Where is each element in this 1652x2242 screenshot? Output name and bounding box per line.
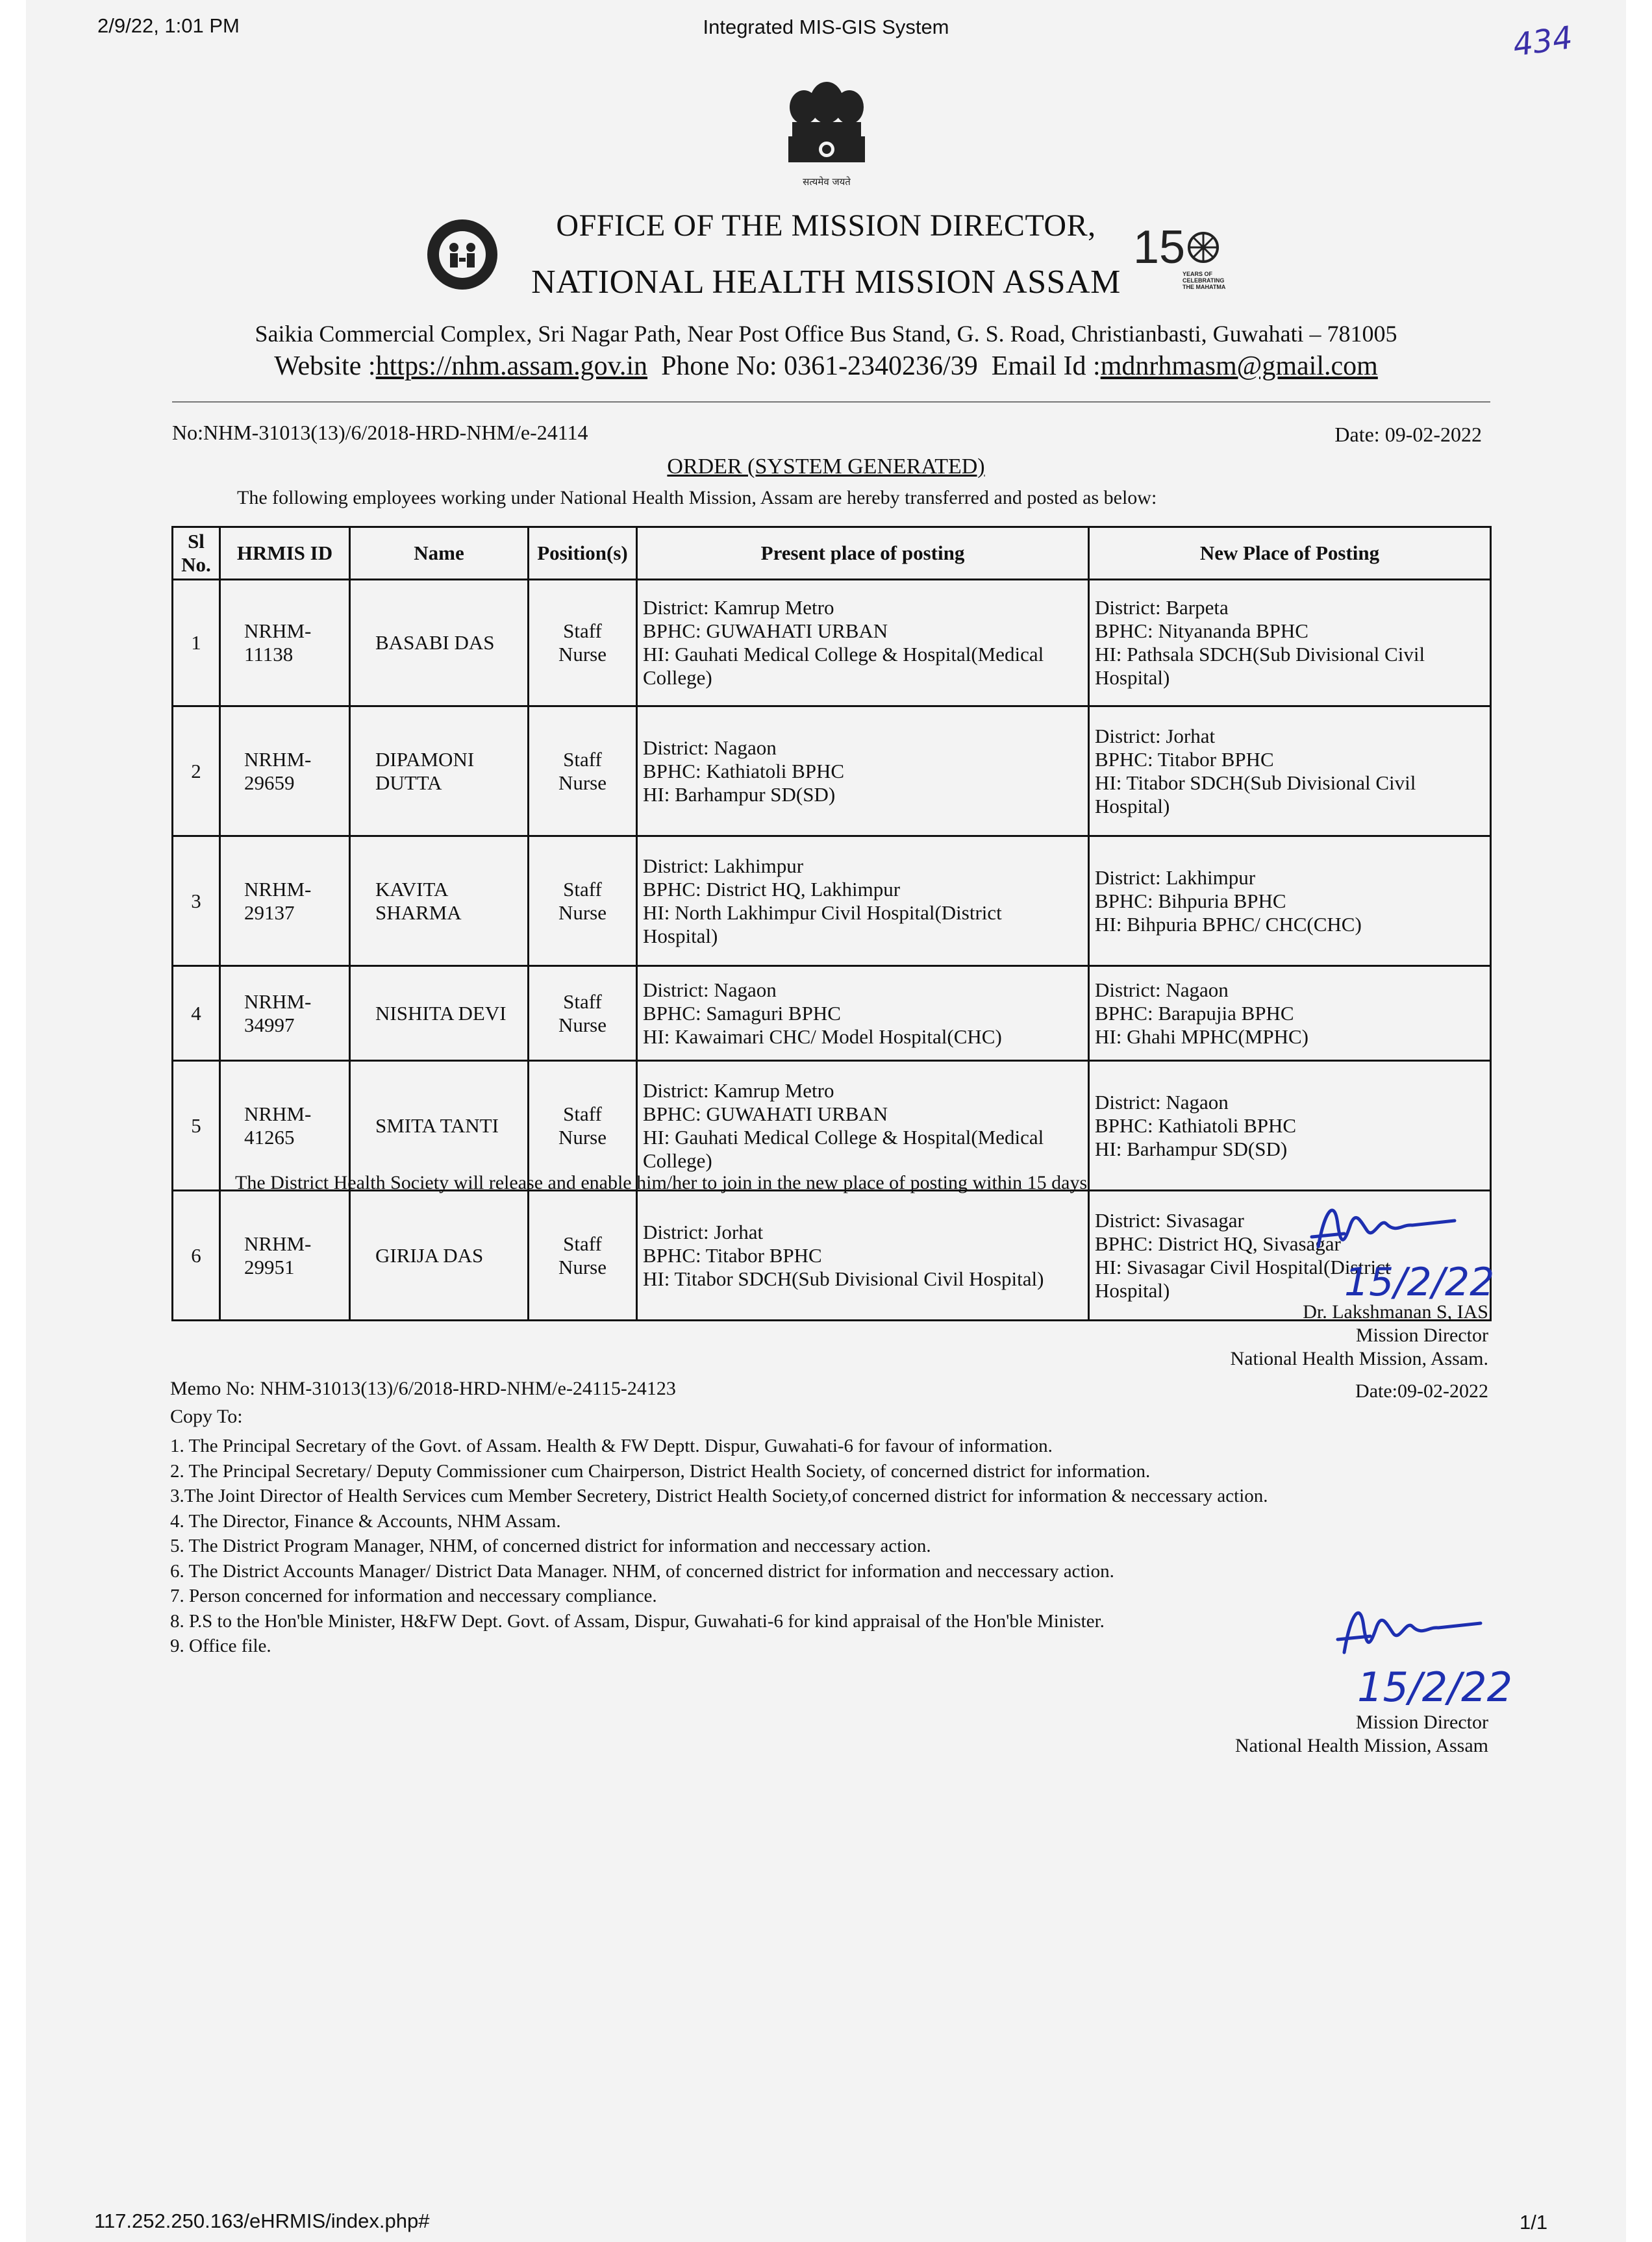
cell-hrmis-id: NRHM- 11138 [220,580,350,706]
cell-position: Staff Nurse [529,836,637,966]
cell-position: Staff Nurse [529,706,637,836]
header-hrmis-id: HRMIS ID [220,527,350,580]
signatory-2-org: National Health Mission, Assam [1235,1735,1488,1756]
table-row [173,836,1491,966]
signatory-2-block [1235,1711,1488,1758]
signature-2-date: 15/2/22 [1357,1663,1513,1711]
cell-sl-no: 3 [173,836,220,966]
signatory-1-org: National Health Mission, Assam. [1230,1348,1488,1369]
list-item: 9. Office file. [170,1636,271,1656]
release-note: The District Health Society will release and enable him/her to join in the new place of posting within 15 days [235,1172,1088,1193]
signatory-1-name: Dr. Lakshmanan S, IAS [1303,1301,1488,1323]
order-intro: The following employees working under National Health Mission, Assam are hereby transferred and posted as below: [237,487,1157,508]
cell-new-posting: District: Nagaon BPHC: Barapujia BPHC HI: Ghahi MPHC(MPHC) [1089,966,1491,1061]
cell-new-posting: District: Sivasagar BPHC: District HQ, Sivasagar HI: Sivasagar Civil Hospital(District Hospital) [1089,1191,1491,1321]
letterhead-address: Saikia Commercial Complex, Sri Nagar Path, Near Post Office Bus Stand, G. S. Road, Christianbasti, Guwahati – 781005 [255,321,1397,347]
cell-present-posting: District: Nagaon BPHC: Samaguri BPHC HI: Kawaimari CHC/ Model Hospital(CHC) [637,966,1089,1061]
email-link[interactable]: mdnrhmasm@gmail.com [1100,351,1378,381]
signatory-1-block [1231,1301,1488,1371]
cell-position: Staff Nurse [529,1061,637,1191]
transfer-table [171,526,1495,1321]
letterhead-organization: NATIONAL HEALTH MISSION ASSAM [531,264,1121,301]
cell-name: NISHITA DEVI [350,966,529,1061]
cell-present-posting: District: Kamrup Metro BPHC: GUWAHATI URBAN HI: Gauhati Medical College & Hospital(Medical College) [637,580,1089,706]
header-position: Position(s) [529,527,637,580]
cell-present-posting: District: Kamrup Metro BPHC: GUWAHATI URBAN HI: Gauhati Medical College & Hospital(Medical College) [637,1061,1089,1191]
signature-1-handwritten [1305,1185,1513,1308]
cell-new-posting: District: Barpeta BPHC: Nityananda BPHC HI: Pathsala SDCH(Sub Divisional Civil Hospital) [1089,580,1491,706]
cell-name: BASABI DAS [350,580,529,706]
handwritten-page-number: 434 [1510,19,1575,64]
list-item: 7. Person concerned for information and neccessary compliance. [170,1586,657,1606]
list-item: 5. The District Program Manager, NHM, of concerned district for information and neccessary action. [170,1536,931,1556]
cell-hrmis-id: NRHM- 29951 [220,1191,350,1321]
table-row [173,966,1491,1061]
cell-new-posting: District: Nagaon BPHC: Kathiatoli BPHC HI: Barhampur SD(SD) [1089,1061,1491,1191]
cell-hrmis-id: NRHM- 41265 [220,1061,350,1191]
letterhead-office: OFFICE OF THE MISSION DIRECTOR, [556,208,1096,243]
header-name: Name [350,527,529,580]
cell-hrmis-id: NRHM- 29137 [220,836,350,966]
cell-present-posting: District: Jorhat BPHC: Titabor BPHC HI: Titabor SDCH(Sub Divisional Civil Hospital) [637,1191,1089,1321]
print-footer-url: 117.252.250.163/eHRMIS/index.php# [94,2210,430,2232]
cell-present-posting: District: Lakhimpur BPHC: District HQ, Lakhimpur HI: North Lakhimpur Civil Hospital(District Hospital) [637,836,1089,966]
copy-to-label: Copy To: [170,1406,243,1427]
copy-to-list [170,1434,1268,1659]
list-item: 6. The District Accounts Manager/ District Data Manager. NHM, of concerned district for information and neccessary action. [170,1560,1114,1582]
cell-sl-no: 6 [173,1191,220,1321]
header-sl-no: Sl No. [173,527,220,580]
state-emblem-icon [778,78,875,195]
cell-present-posting: District: Nagaon BPHC: Kathiatoli BPHC HI: Barhampur SD(SD) [637,706,1089,836]
svg-text:15: 15 [1133,221,1186,273]
letterhead-divider [172,401,1490,403]
signatory-1-title: Mission Director [1355,1325,1488,1346]
cell-sl-no: 2 [173,706,220,836]
table-row [173,580,1491,706]
cell-hrmis-id: NRHM- 29659 [220,706,350,836]
order-title: ORDER (SYSTEM GENERATED) [667,455,985,479]
table-row [173,706,1491,836]
signature-2-handwritten [1331,1588,1539,1717]
cell-position: Staff Nurse [529,1191,637,1321]
cell-name: SMITA TANTI [350,1061,529,1191]
website-link[interactable]: https://nhm.assam.gov.in [375,351,648,381]
cell-position: Staff Nurse [529,580,637,706]
list-item: 4. The Director, Finance & Accounts, NHM Assam. [170,1510,561,1532]
print-system-title: Integrated MIS-GIS System [703,16,949,38]
list-item: 3.The Joint Director of Health Services cum Member Secretery, District Health Society,of concerned district for information & neccessary action. [170,1486,1268,1506]
email-label: Email Id : [991,351,1101,381]
website-label: Website : [274,351,376,381]
signatory-2-title: Mission Director [1355,1712,1488,1733]
header-present-posting: Present place of posting [637,527,1089,580]
table-row [173,1061,1491,1191]
letterhead-contact [0,351,1652,382]
cell-new-posting: District: Lakhimpur BPHC: Bihpuria BPHC HI: Bihpuria BPHC/ CHC(CHC) [1089,836,1491,966]
emblem-motto: सत्यमेव जयते [803,176,851,188]
order-reference-number: No:NHM-31013(13)/6/2018-HRD-NHM/e-24114 [172,421,588,444]
cell-sl-no: 5 [173,1061,220,1191]
cell-name: KAVITA SHARMA [350,836,529,966]
gandhi-150-caption: YEARS OF CELEBRATING THE MAHATMA [1183,271,1226,290]
order-date: Date: 09-02-2022 [1334,423,1482,446]
cell-hrmis-id: NRHM- 34997 [220,966,350,1061]
memo-number: Memo No: NHM-31013(13)/6/2018-HRD-NHM/e-24115-24123 [170,1378,676,1399]
header-new-posting: New Place of Posting [1089,527,1491,580]
list-item: 8. P.S to the Hon'ble Minister, H&FW Dept. Govt. of Assam, Dispur, Guwahati-6 for kind appraisal of the Hon'ble Minister. [170,1610,1105,1632]
list-item: 1. The Principal Secretary of the Govt. of Assam. Health & FW Deptt. Dispur, Guwahati-6 for favour of information. [170,1436,1053,1456]
cell-name: GIRIJA DAS [350,1191,529,1321]
cell-sl-no: 4 [173,966,220,1061]
print-footer-page: 1/1 [1520,2211,1548,2234]
list-item: 2. The Principal Secretary/ Deputy Commissioner cum Chairperson, District Health Society, of concerned district for information. [170,1460,1151,1482]
table-header-row [173,527,1491,580]
cell-sl-no: 1 [173,580,220,706]
print-timestamp: 2/9/22, 1:01 PM [97,14,240,37]
cell-position: Staff Nurse [529,966,637,1061]
cell-name: DIPAMONI DUTTA [350,706,529,836]
phone-text: Phone No: 0361-2340236/39 [661,351,978,381]
cell-new-posting: District: Jorhat BPHC: Titabor BPHC HI: Titabor SDCH(Sub Divisional Civil Hospital) [1089,706,1491,836]
memo-date: Date:09-02-2022 [1355,1380,1488,1402]
signature-1-date: 15/2/22 [1344,1260,1495,1305]
